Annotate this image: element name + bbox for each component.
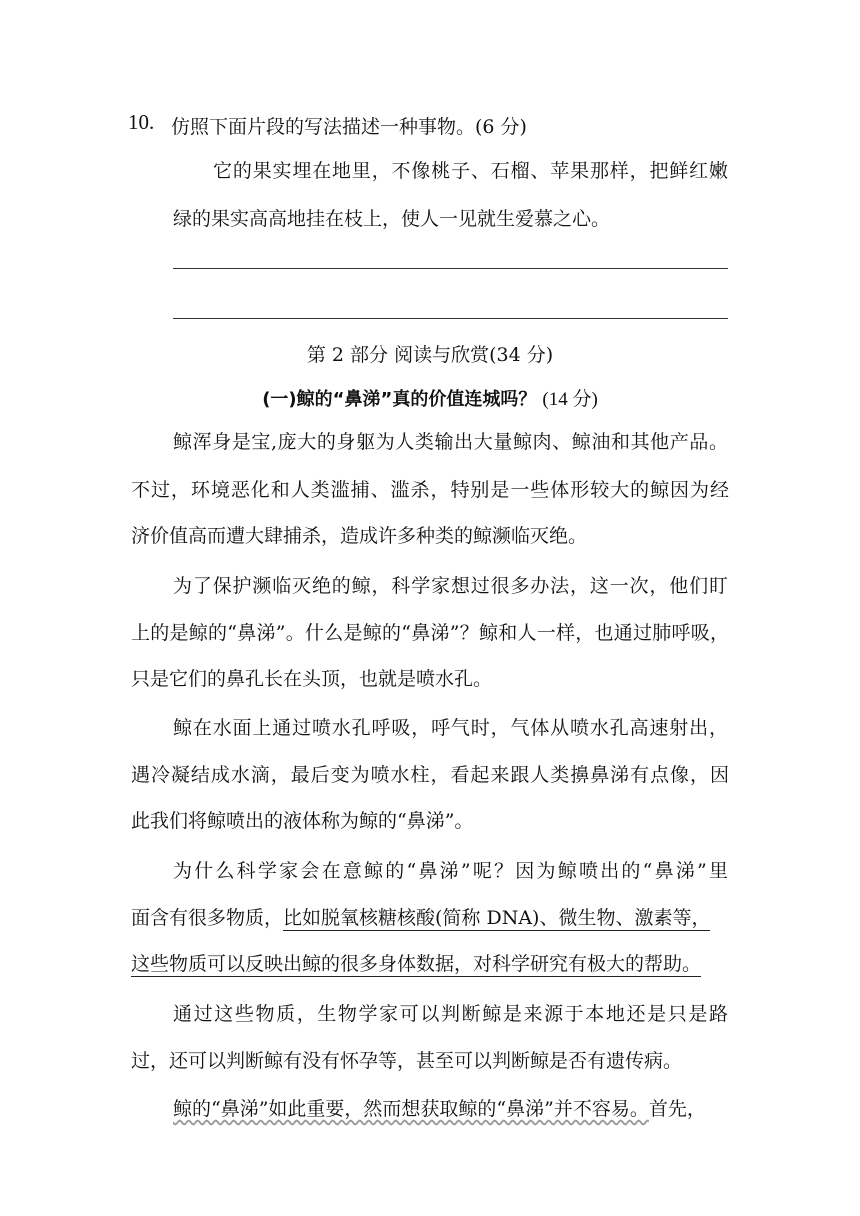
passage-line: 遇冷凝结成水滴，最后变为喷水柱，看起来跟人类擤鼻涕有点像，因 bbox=[131, 764, 729, 786]
wavy-underlined-sentence: 鲸的“鼻涕”如此重要，然而想获取鲸的“鼻涕”并不容易。 bbox=[173, 1098, 649, 1120]
sample-text-line-1: 它的果实埋在地里，不像桃子、石榴、苹果那样，把鲜红嫩 bbox=[213, 160, 728, 182]
passage-line bbox=[131, 950, 701, 978]
section-title bbox=[0, 384, 860, 411]
passage-text: 面含有很多物质， bbox=[131, 907, 284, 929]
answer-line-2[interactable] bbox=[173, 318, 728, 319]
passage-line: 只是它们的鼻孔长在头顶，也就是喷水孔。 bbox=[131, 668, 493, 690]
passage-line: 为什么科学家会在意鲸的“鼻涕”呢？因为鲸喷出的“鼻涕”里 bbox=[173, 860, 728, 882]
passage-line: 不过，环境恶化和人类滥捕、滥杀，特别是一些体形较大的鲸因为经 bbox=[131, 479, 729, 501]
sample-text-line-2: 绿的果实高高地挂在枝上，使人一见就生爱慕之心。 bbox=[173, 208, 611, 230]
passage-line: 过，还可以判断鲸有没有怀孕等，甚至可以判断鲸是否有遗传病。 bbox=[131, 1050, 683, 1072]
answer-line-1[interactable] bbox=[173, 268, 728, 269]
passage-line: 为了保护濒临灭绝的鲸，科学家想过很多办法，这一次，他们盯 bbox=[173, 575, 728, 597]
question-number: 10. bbox=[128, 110, 155, 134]
underlined-sentence: 这些物质可以反映出鲸的很多身体数据，对科学研究有极大的帮助。 bbox=[131, 953, 702, 975]
passage-line: 上的是鲸的“鼻涕”。什么是鲸的“鼻涕”？鲸和人一样，也通过肺呼吸， bbox=[131, 622, 729, 644]
passage-line: 通过这些物质，生物学家可以判断鲸是来源于本地还是只是路 bbox=[173, 1003, 728, 1025]
section-score: (14 分) bbox=[542, 389, 598, 410]
passage-line: 济价值高而遭大肆捕杀，造成许多种类的鲸濒临灭绝。 bbox=[131, 525, 588, 547]
underlined-sentence: 比如脱氧核糖核酸(简称 DNA)、微生物、激素等， bbox=[283, 907, 711, 929]
passage-line bbox=[173, 1095, 706, 1123]
passage-line: 鲸浑身是宝,庞大的身躯为人类输出大量鲸肉、鲸油和其他产品。 bbox=[173, 431, 728, 453]
question-prompt: 仿照下面片段的写法描述一种事物。(6 分) bbox=[171, 116, 527, 138]
passage-line: 此我们将鲸喷出的液体称为鲸的“鼻涕”。 bbox=[131, 810, 474, 832]
passage-text: 首先， bbox=[648, 1098, 706, 1120]
passage-line bbox=[131, 904, 729, 932]
passage-line: 鲸在水面上通过喷水孔呼吸，呼气时，气体从喷水孔高速射出， bbox=[173, 717, 728, 739]
part-heading: 第 2 部分 阅读与欣赏(34 分) bbox=[306, 344, 554, 366]
section-title-text: (一)鲸的“鼻涕”真的价值连城吗？ bbox=[262, 389, 537, 410]
